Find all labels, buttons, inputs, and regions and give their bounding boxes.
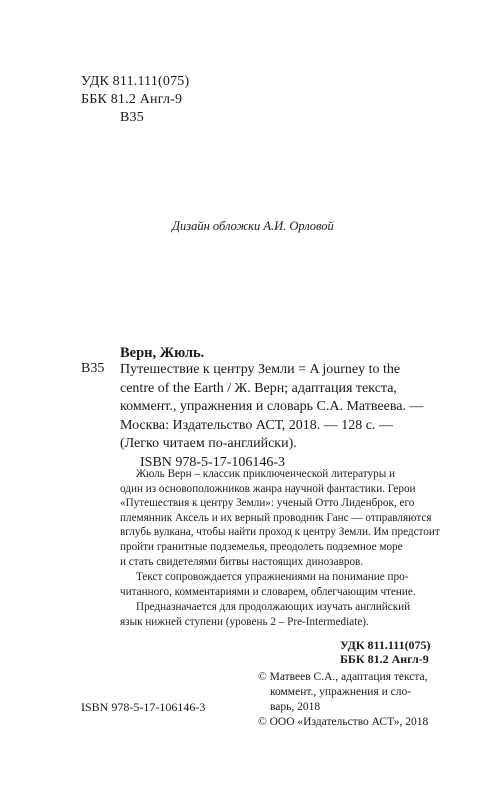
entry-line: Путешествие к центру Земли = A journey to the <box>120 362 401 377</box>
udk-code-top: УДК 811.111(075) <box>81 74 190 89</box>
annotation-paragraph-1 <box>120 467 440 569</box>
annotation-paragraph-2 <box>120 570 421 599</box>
annotation-line: один из основоположников жанра научной фантастики. Герои <box>120 482 416 495</box>
entry-line: (Легко читаем по-английски). <box>120 436 297 451</box>
isbn-bottom: ISBN 978-5-17-106146-3 <box>81 700 206 714</box>
author-mark: В35 <box>81 361 105 376</box>
entry-isbn: ISBN 978-5-17-106146-3 <box>140 454 286 470</box>
entry-line: centre of the Earth / Ж. Верн; адаптация текста, <box>120 380 397 396</box>
copyright-line: © Матвеев С.А., адаптация текста, <box>258 671 428 683</box>
annotation-line: читанного, комментариями и словарем, облегчающим чтение. <box>120 585 416 598</box>
author-heading: Верн, Жюль. <box>120 345 205 361</box>
entry-line: Москва: Издательство АСТ, 2018. — 128 с. — <box>120 417 394 433</box>
annotation-line: «Путешествия к центру Земли»: ученый Отто Лиденброк, его <box>120 497 415 510</box>
bibliographic-entry <box>120 361 424 472</box>
author-mark-top: В35 <box>120 110 144 125</box>
cover-design-credit: Дизайн обложки А.И. Орловой <box>172 219 334 233</box>
annotation-line: вглубь вулкана, чтобы найти проход к центру Земли. Им предстоит <box>120 526 440 539</box>
annotation-line: племянник Аксель и их верный проводник Ганс — отправляются <box>120 511 432 524</box>
annotation-line: и стать свидетелями битвы настоящих динозавров. <box>120 555 364 568</box>
copyright-block <box>258 670 438 730</box>
annotation-line: пройти гранитные подземелья, преодолеть подземное море <box>120 540 403 553</box>
udk-code-bottom: УДК 811.111(075) <box>340 638 431 652</box>
annotation-paragraph-3 <box>120 600 421 629</box>
annotation-line: Предназначается для продолжающих изучать английский <box>136 601 411 613</box>
bbk-code-bottom: ББК 81.2 Англ-9 <box>340 652 429 666</box>
entry-line: коммент., упражнения и словарь С.А. Матвеева. — <box>120 399 424 414</box>
bbk-code-top: ББК 81.2 Англ-9 <box>81 92 183 107</box>
annotation-line: Жюль Верн – классик приключенческой литературы и <box>136 468 396 480</box>
copyright-line: коммент., упражнения и сло- <box>270 686 412 698</box>
copyright-line: варь, 2018 <box>270 701 321 713</box>
annotation-line: Текст сопровождается упражнениями на понимание про- <box>136 571 409 583</box>
annotation-line: язык нижней ступени (уровень 2 – Pre-Intermediate). <box>120 615 369 628</box>
copyright-line: © ООО «Издательство АСТ», 2018 <box>258 716 429 728</box>
